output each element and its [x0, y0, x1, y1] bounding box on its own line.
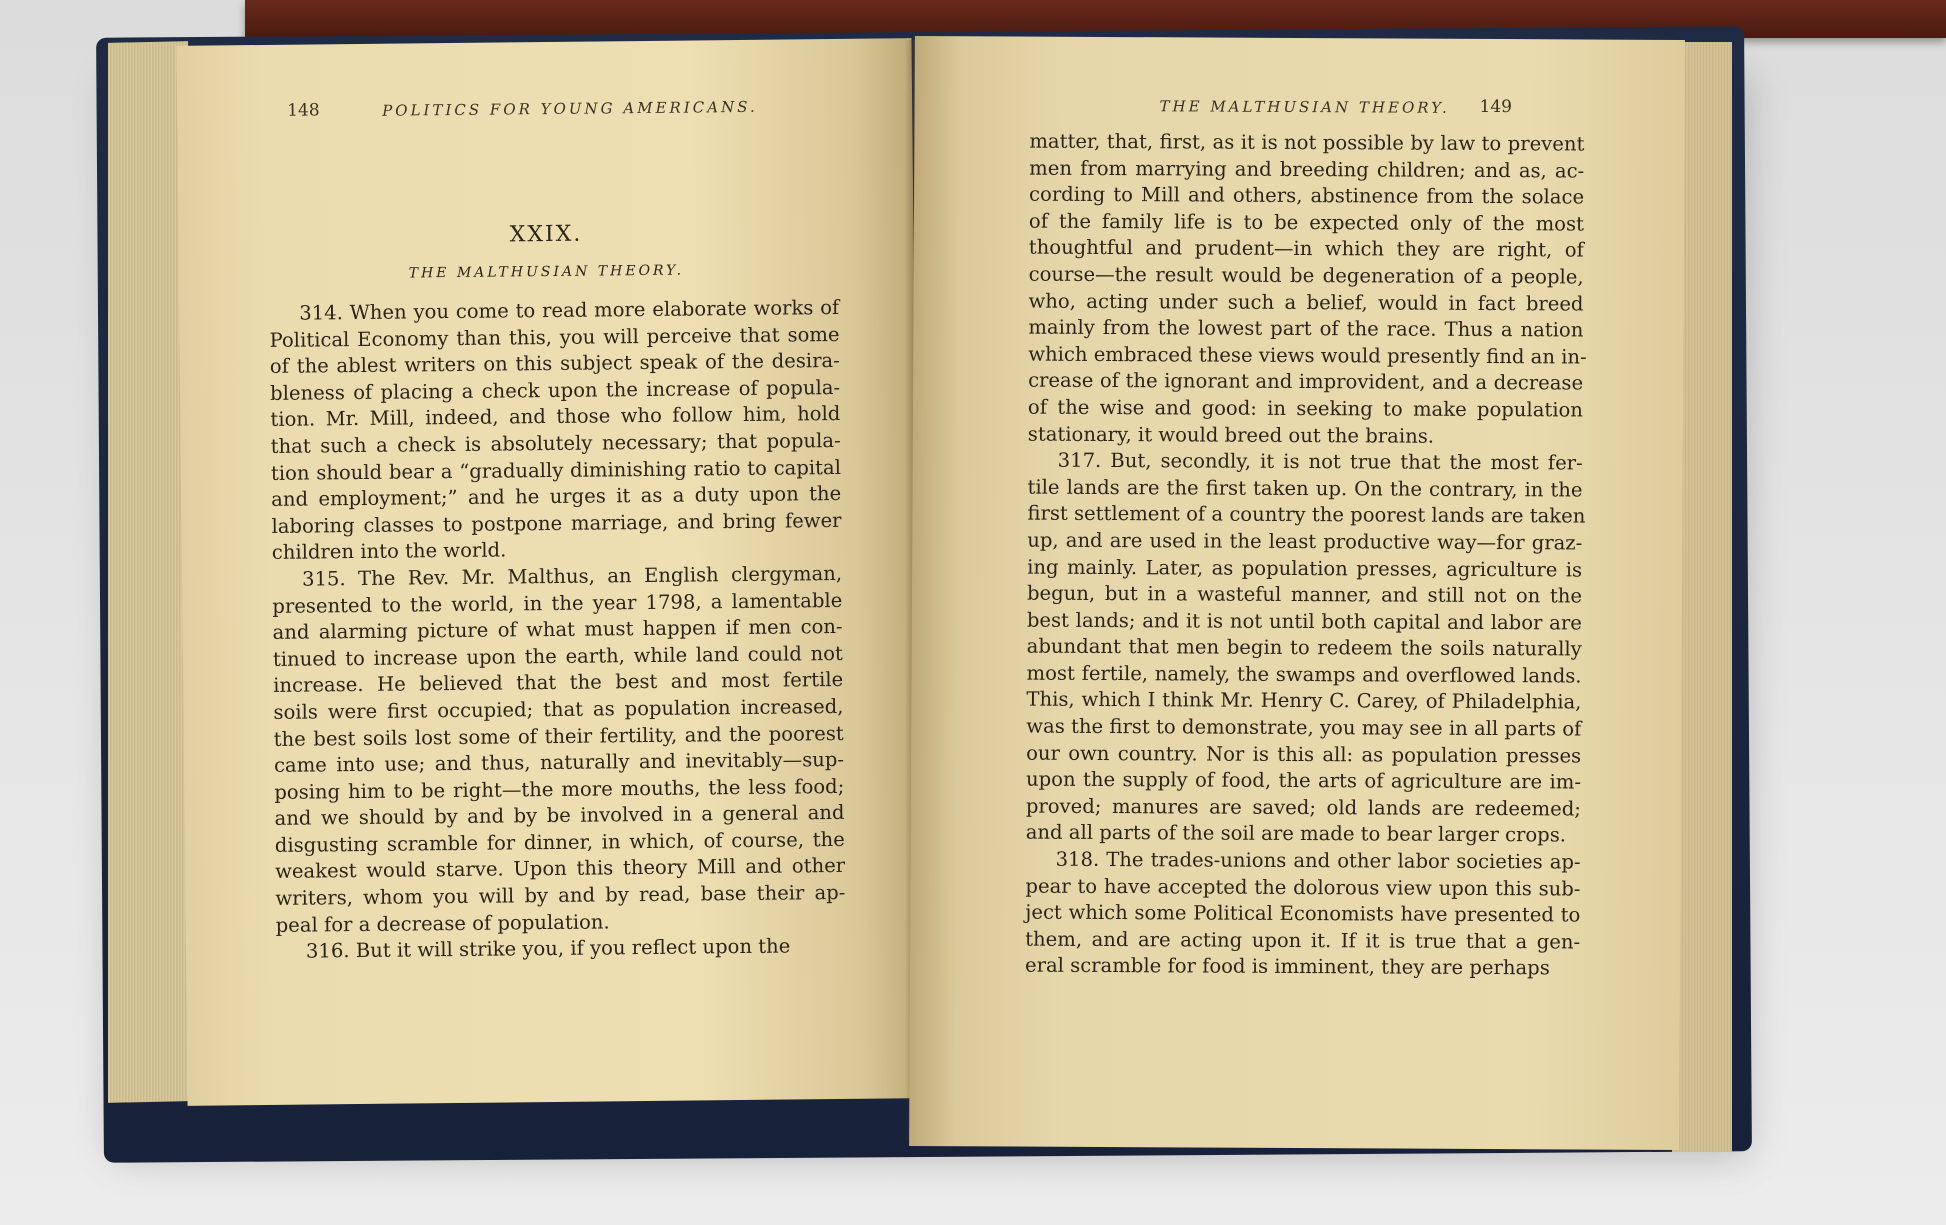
- text-line: tile lands are the first taken up. On the contrary, in the: [1027, 475, 1583, 502]
- left-page-edges: [108, 41, 188, 1103]
- text-line: 317. But, secondly, it is not true that the most fer-: [1057, 448, 1583, 475]
- text-line: men from marrying and breeding children; and as, ac-: [1029, 156, 1585, 183]
- text-line: ject which some Political Economists have presented to: [1025, 900, 1581, 927]
- text-line: peal for a decrease of population.: [275, 910, 610, 937]
- chapter-number: XXIX.: [509, 221, 583, 248]
- text-line: ing mainly. Later, as population presses, agriculture is: [1027, 555, 1583, 581]
- text-line: begun, but in a wasteful manner, and still not on the: [1026, 581, 1583, 608]
- text-line: that such a check is absolutely necessary; that popula-: [270, 428, 841, 458]
- text-line: and alarming picture of what must happen if men con-: [272, 615, 843, 645]
- left-body-text: [269, 295, 846, 966]
- right-page-number: 149: [1479, 96, 1513, 118]
- text-line: 315. The Rev. Mr. Malthus, an English clergyman,: [301, 561, 843, 591]
- text-line: bleness of placing a check upon the increase of popula-: [269, 375, 841, 405]
- text-line: which embraced these views would presently find an in-: [1028, 342, 1587, 369]
- text-line: of the wise and good: in seeking to make population: [1027, 395, 1584, 422]
- text-line: tion should bear a “gradually diminishing ratio to capital: [270, 455, 842, 485]
- chapter-title: THE MALTHUSIAN THEORY.: [408, 262, 685, 282]
- text-line: came into use; and thus, naturally and inevitably—sup-: [273, 748, 845, 777]
- left-page: [176, 38, 922, 1106]
- text-line: writers, whom you will by and by read, base their ap-: [275, 880, 846, 910]
- text-line: mainly from the lowest part of the race. Thus a nation: [1028, 315, 1584, 342]
- right-body-text: [1024, 129, 1587, 983]
- right-page: [909, 36, 1685, 1150]
- text-line: Political Economy than this, you will perceive that some: [269, 322, 840, 352]
- text-line: eral scramble for food is imminent, they are perhaps: [1024, 953, 1550, 980]
- text-line: disgusting scramble for dinner, in which, of course, the: [274, 827, 845, 857]
- text-line: cording to Mill and others, abstinence from the solace: [1029, 182, 1585, 209]
- text-line: crease of the ignorant and improvident, and a decrease: [1028, 368, 1584, 395]
- text-line: of the family life is to be expected only of the most: [1028, 209, 1584, 236]
- text-line: best lands; and it is not until both capital and labor are: [1026, 608, 1582, 635]
- left-page-number: 148: [287, 100, 320, 121]
- text-line: posing him to be right—the more mouths, the less food;: [274, 774, 845, 804]
- text-line: our own country. Nor is this all: as population presses: [1026, 741, 1582, 768]
- text-line: 318. The trades-unions and other labor societies ap-: [1055, 847, 1581, 874]
- text-line: This, which I think Mr. Henry C. Carey, of Philadelphia,: [1026, 688, 1582, 714]
- text-line: and we should by and by be involved in a general and: [274, 801, 845, 831]
- text-line: pear to have accepted the dolorous view upon this sub-: [1025, 874, 1581, 901]
- text-line: up, and are used in the least productive way—for graz-: [1027, 528, 1583, 555]
- text-line: increase. He believed that the best and most fertile: [273, 668, 844, 698]
- text-line: tion. Mr. Mill, indeed, and those who follow him, hold: [270, 402, 841, 432]
- text-line: matter, that, first, as it is not possible by law to prevent: [1029, 129, 1585, 156]
- text-line: who, acting under such a belief, would in fact breed: [1028, 289, 1584, 316]
- text-line: proved; manures are saved; old lands are redeemed;: [1025, 794, 1581, 821]
- text-line: thoughtful and prudent—in which they are right, of: [1028, 235, 1584, 262]
- text-line: abundant that men begin to redeem the soils naturally: [1026, 634, 1582, 661]
- text-line: of the ablest writers on this subject speak of the desira-: [269, 349, 840, 379]
- text-line: 314. When you come to read more elaborate works of: [299, 295, 840, 325]
- text-line: soils were first occupied; that as population increased,: [273, 694, 844, 724]
- text-line: first settlement of a country the poorest lands are taken: [1027, 501, 1586, 528]
- text-line: was the first to demonstrate, you may see in all parts of: [1026, 714, 1582, 741]
- text-line: course—the result would be degeneration of a people,: [1028, 262, 1584, 289]
- text-line: the best soils lost some of their fertility, and the poorest: [273, 721, 844, 751]
- text-line: children into the world.: [271, 538, 507, 565]
- text-line: presented to the world, in the year 1798, a lamentable: [272, 588, 843, 618]
- text-line: weakest would starve. Upon this theory Mill and other: [275, 854, 846, 884]
- left-running-head: POLITICS FOR YOUNG AMERICANS.: [382, 97, 758, 120]
- text-line: upon the supply of food, the arts of agriculture are im-: [1025, 767, 1582, 794]
- text-line: 316. But it will strike you, if you reflect upon the: [305, 934, 791, 963]
- text-line: tinued to increase upon the earth, while land could not: [272, 641, 843, 671]
- text-line: them, and are acting upon it. If it is true that a gen-: [1025, 927, 1581, 954]
- text-line: stationary, it would breed out the brains.: [1027, 422, 1435, 448]
- text-line: and all parts of the soil are made to bear larger crops.: [1025, 821, 1567, 847]
- text-line: and employment;” and he urges it as a duty upon the: [271, 482, 842, 512]
- right-running-head: THE MALTHUSIAN THEORY.: [1159, 97, 1450, 117]
- text-line: most fertile, namely, the swamps and overflowed lands.: [1026, 661, 1582, 688]
- text-line: laboring classes to postpone marriage, and bring fewer: [271, 508, 842, 538]
